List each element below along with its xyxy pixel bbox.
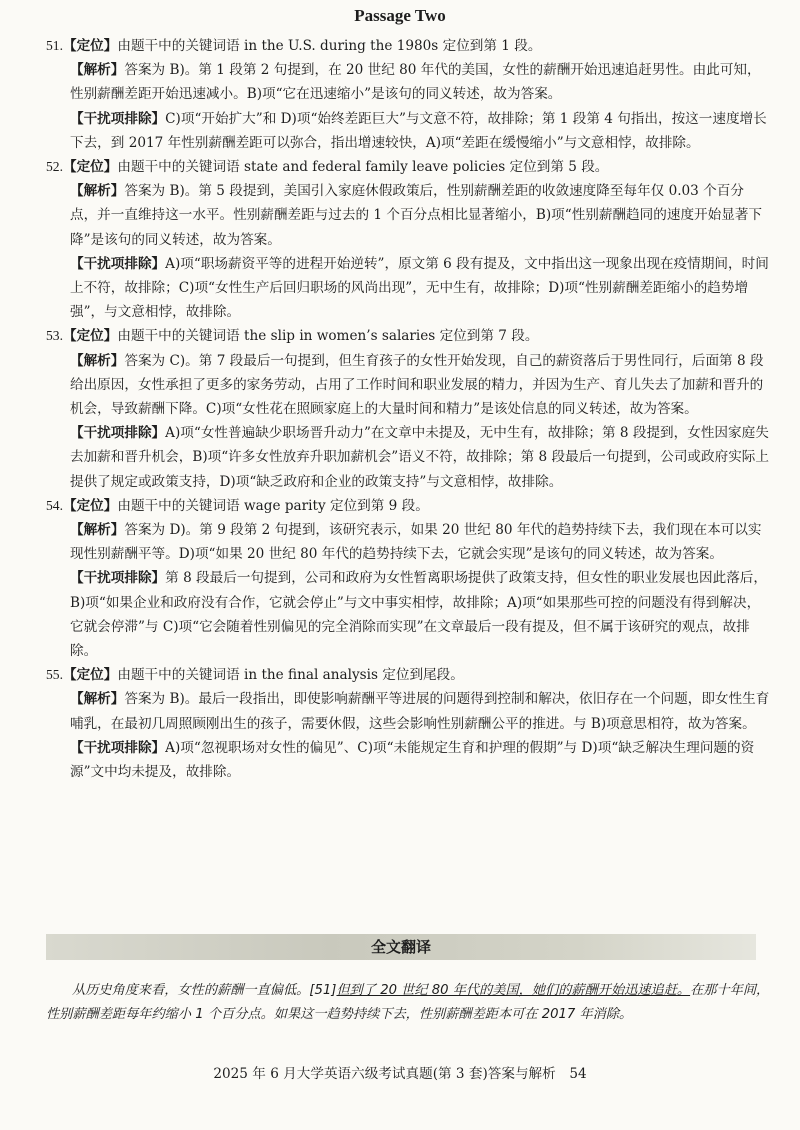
locate-tag: 【定位】	[63, 497, 118, 514]
distractor-line	[46, 736, 770, 784]
locate-tag: 【定位】	[63, 667, 118, 684]
analysis-text: 答案为 D)。第 9 段第 2 句提到，该研究表示，如果 20 世纪 80 年代的趋势持续下去，我们现在本可以实现性别薪酬平等。D)项“如果 20 世纪 80 年代的趋势持续下去，它就会实现”是该句的同义转述，故为答案。	[70, 522, 762, 563]
question-number: 54.	[46, 497, 63, 513]
distractor-tag: 【干扰项排除】	[70, 425, 166, 442]
page-footer: 2025 年 6 月大学英语六级考试真题(第 3 套)答案与解析 54	[213, 1066, 587, 1082]
question-number: 55.	[46, 667, 63, 683]
underlined-sentence: 但到了 20 世纪 80 年代的美国，她们的薪酬开始迅速追赶。	[336, 983, 691, 999]
distractor-line	[46, 252, 770, 325]
question-block	[46, 324, 770, 493]
locate-tag: 【定位】	[63, 38, 118, 54]
locate-text: 由题干中的关键词语 state and federal family leave policies 定位到第 5 段。	[117, 159, 609, 176]
analysis-text: 答案为 B)。第 1 段第 2 句提到，在 20 世纪 80 年代的美国，女性的薪酬开始迅速追赶男性。由此可知，性别薪酬差距开始迅速减小。B)项“它在迅速缩小”是该句的同义转述，故为答案。	[70, 62, 761, 103]
locate-text: 由题干中的关键词语 in the U.S. during the 1980s 定位到第 1 段。	[117, 38, 542, 54]
question-block	[46, 494, 770, 663]
analysis-text: 答案为 B)。第 5 段提到，美国引入家庭休假政策后，性别薪酬差距的收敛速度降至每年仅 0.03 个百分点，并一直维持这一水平。性别薪酬差距与过去的 1 个百分点相比显著缩小，B)项“性别薪酬趋同的速度开始显著下降”是该句的同义转述，故为答案。	[70, 183, 763, 248]
question-block	[46, 663, 770, 784]
analysis-tag: 【解析】	[70, 691, 125, 708]
passage-title: Passage Two	[354, 6, 446, 25]
analysis-line	[46, 58, 770, 106]
question-block	[46, 34, 770, 155]
locate-line	[46, 34, 770, 58]
answer-explanations	[46, 34, 770, 784]
analysis-text: 答案为 B)。最后一段指出，即使影响薪酬平等进展的问题得到控制和解决，依旧存在一个问题，即女性生育哺乳，在最初几周照顾刚出生的孩子，需要休假，这些会影响性别薪酬公平的推进。与 B)项意思相符，故为答案。	[70, 691, 770, 732]
locate-line	[46, 324, 770, 348]
analysis-line	[46, 179, 770, 252]
distractor-tag: 【干扰项排除】	[70, 570, 166, 587]
analysis-line	[46, 518, 770, 566]
locate-text: 由题干中的关键词语 in the final analysis 定位到尾段。	[117, 667, 464, 684]
distractor-text: 第 8 段最后一句提到，公司和政府为女性暂离职场提供了政策支持，但女性的职业发展也因此落后，B)项“如果企业和政府没有合作，它就会停止”与文中事实相悖，故排除；A)项“如果那些可控的问题没有得到解决，它就会停滞”与 C)项“它会随着性别偏见的完全消除而实现”在文章最后一段有提及，但不属于该研究的观点，故排除。	[70, 570, 767, 660]
locate-line	[46, 155, 770, 179]
question-block	[46, 155, 770, 324]
locate-text: 由题干中的关键词语 wage parity 定位到第 9 段。	[117, 497, 429, 514]
question-number: 53.	[46, 328, 63, 344]
question-number: 51.	[46, 38, 63, 53]
locate-line	[46, 494, 770, 518]
distractor-line	[46, 421, 770, 494]
distractor-text: A)项“职场薪资平等的进程开始逆转”，原文第 6 段有提及，文中指出这一现象出现在疫情期间，时间上不符，故排除；C)项“女性生产后回归职场的风尚出现”，无中生有，故排除；D)项“性别薪酬差距缩小的趋势增强”，与文意相悖，故排除。	[70, 255, 769, 321]
locate-tag: 【定位】	[63, 159, 118, 176]
locate-tag: 【定位】	[63, 328, 118, 345]
distractor-tag: 【干扰项排除】	[70, 255, 166, 272]
distractor-tag: 【干扰项排除】	[70, 739, 166, 756]
locate-text: 由题干中的关键词语 the slip in women’s salaries 定位到第 7 段。	[117, 328, 539, 345]
distractor-text: A)项“女性普遍缺少职场晋升动力”在文章中未提及，无中生有，故排除；第 8 段提到，女性因家庭失去加薪和晋升机会，B)项“许多女性放弃升职加薪机会”语义不符，故排除；第 8 段最后一句提到，公司或政府实际上提供了规定或政策支持，D)项“缺乏政府和企业的政策支持”与文意相悖，故排除。	[70, 425, 769, 490]
distractor-tag: 【干扰项排除】	[70, 110, 166, 127]
analysis-tag: 【解析】	[70, 62, 125, 79]
analysis-tag: 【解析】	[70, 522, 125, 539]
distractor-text: A)项“忽视职场对女性的偏见”、C)项“未能规定生育和护理的假期”与 D)项“缺乏解决生理问题的资源”文中均未提及，故排除。	[70, 739, 755, 781]
question-number: 52.	[46, 159, 63, 175]
locate-line	[46, 663, 770, 687]
translation-paragraph	[46, 979, 770, 1027]
analysis-line	[46, 687, 770, 735]
translation-banner: 全文翻译	[46, 934, 756, 960]
distractor-text: C)项“开始扩大”和 D)项“始终差距巨大”与文意不符，故排除；第 1 段第 4 句指出，按这一速度增长下去，到 2017 年性别薪酬差距可以弥合，指出增速较快，A)项“差距在缓慢缩小”与文意相悖，故排除。	[70, 110, 767, 151]
translation-text: 从历史角度来看，女性的薪酬一直偏低。[51]	[72, 983, 337, 999]
analysis-tag: 【解析】	[70, 352, 125, 369]
translation-text: 在那十年间，性别薪酬差距每年约缩小 1 个百分点。如果这一趋势持续下去，性别薪酬差距本可在 2017 年消除。	[46, 983, 770, 1023]
analysis-line	[46, 349, 770, 422]
analysis-text: 答案为 C)。第 7 段最后一句提到，但生育孩子的女性开始发现，自己的薪资落后于男性同行，后面第 8 段给出原因，女性承担了更多的家务劳动，占用了工作时间和职业发展的精力，并因为生产、育儿失去了加薪和晋升的机会，导致薪酬下降。C)项“女性花在照顾家庭上的大量时间和精力”是该处信息的同义转述，故为答案。	[70, 352, 764, 418]
analysis-tag: 【解析】	[70, 183, 125, 200]
distractor-line	[46, 566, 770, 663]
distractor-line	[46, 107, 770, 155]
